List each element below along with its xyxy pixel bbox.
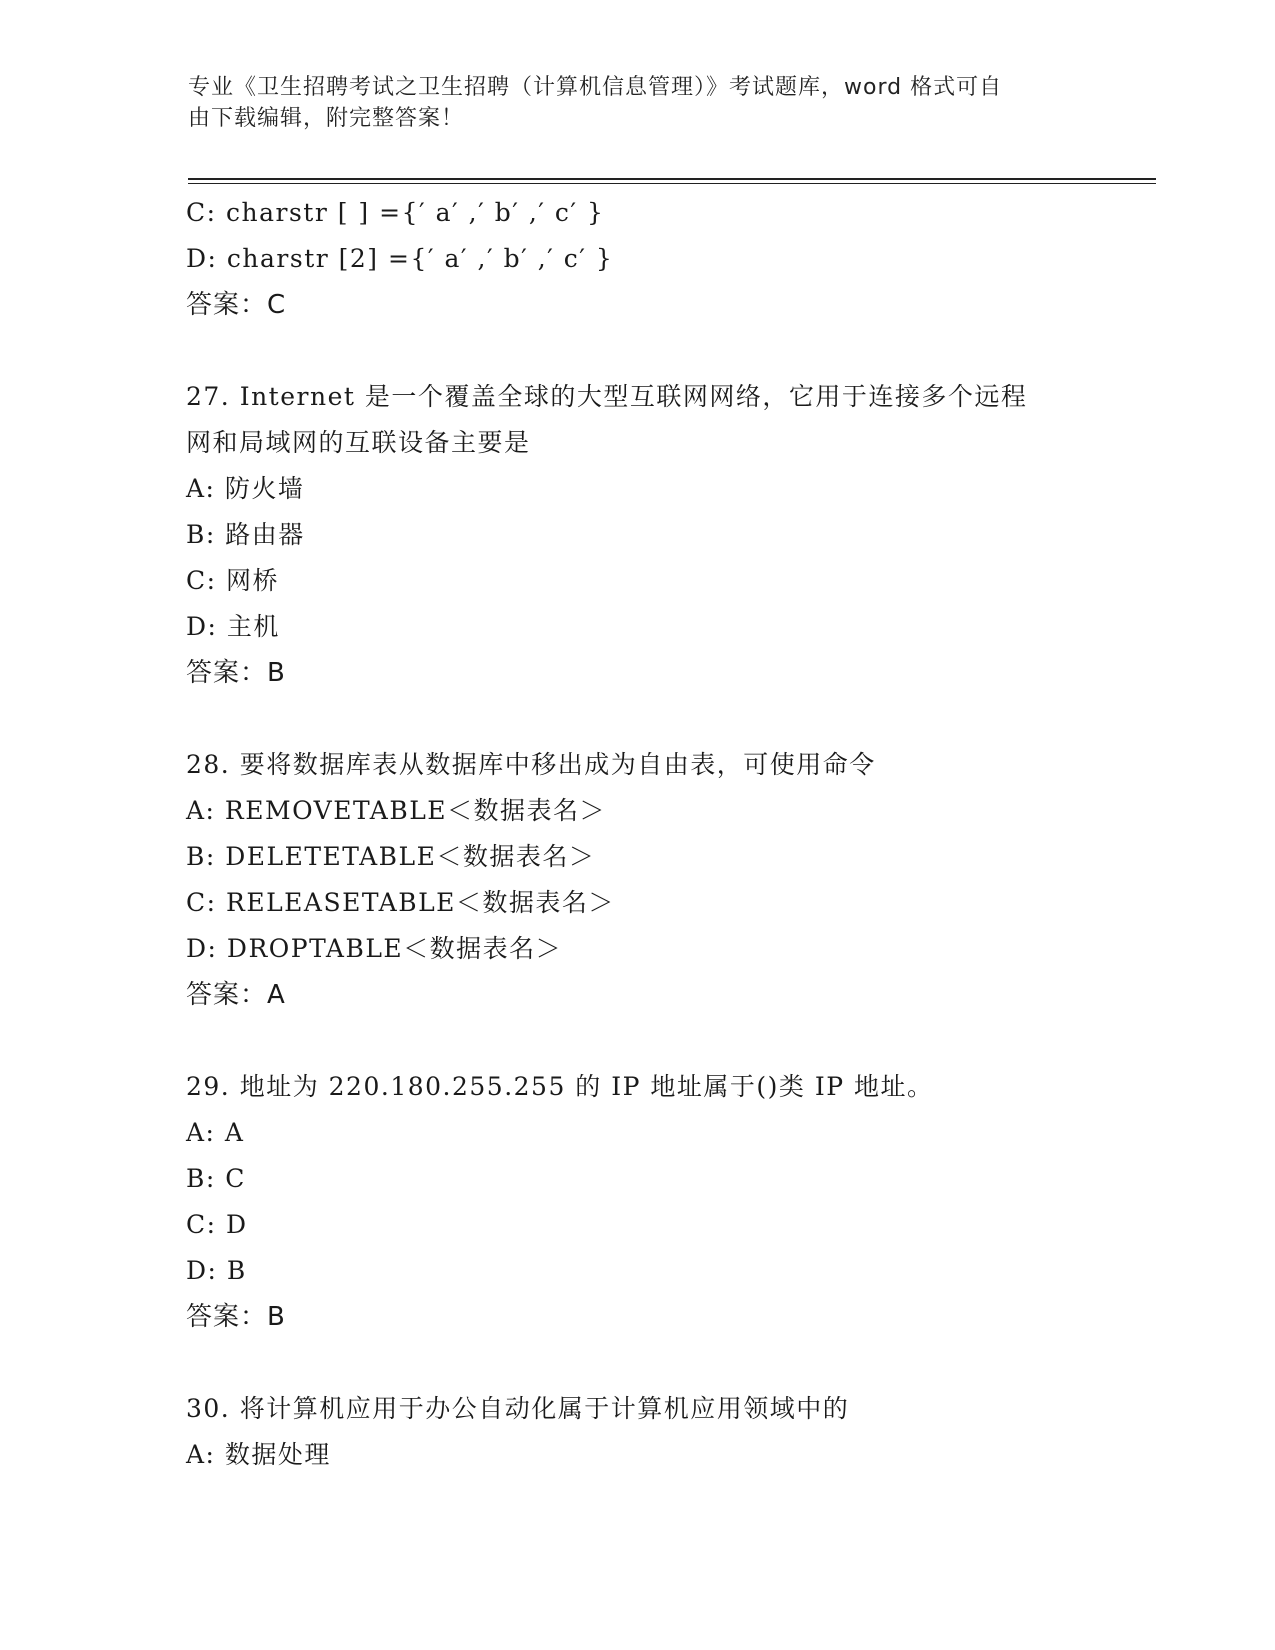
- option-a: A: 数据处理: [186, 1440, 331, 1469]
- option-c: C: 网桥: [186, 566, 279, 595]
- option-b: B: 路由器: [186, 520, 305, 549]
- option-c: C: RELEASETABLE＜数据表名＞: [186, 888, 615, 917]
- option-d: D: charstr [2] ={′ a′ ,′ b′ ,′ c′ }: [186, 244, 614, 273]
- option-d: D: B: [186, 1256, 247, 1285]
- document-header: [188, 72, 1088, 134]
- header-line-1: 专业《卫生招聘考试之卫生招聘（计算机信息管理）》考试题库，word 格式可自: [188, 75, 1003, 100]
- option-c: C: D: [186, 1210, 248, 1239]
- header-divider-thick: [188, 178, 1156, 180]
- spacer: [186, 1018, 1086, 1064]
- option-a: A: REMOVETABLE＜数据表名＞: [186, 796, 607, 825]
- answer: 答案：C: [186, 290, 287, 320]
- question-list: [186, 190, 1086, 1478]
- option-c: C: charstr [ ] ={′ a′ ,′ b′ ,′ c′ }: [186, 198, 605, 227]
- option-b: B: C: [186, 1164, 246, 1193]
- option-d: D: DROPTABLE＜数据表名＞: [186, 934, 563, 963]
- question-29: [186, 1064, 1086, 1340]
- answer: 答案：B: [186, 658, 286, 688]
- option-a: A: 防火墙: [186, 474, 305, 503]
- question-text: 27. Internet 是一个覆盖全球的大型互联网网络，它用于连接多个远程: [186, 382, 1028, 411]
- spacer: [186, 328, 1086, 374]
- question-text-continued: 网和局域网的互联设备主要是: [186, 428, 531, 457]
- option-a: A: A: [186, 1118, 245, 1147]
- question-30: [186, 1386, 1086, 1478]
- question-26-tail: [186, 190, 1086, 328]
- option-d: D: 主机: [186, 612, 280, 641]
- question-text: 28. 要将数据库表从数据库中移出成为自由表，可使用命令: [186, 750, 876, 779]
- question-text: 29. 地址为 220.180.255.255 的 IP 地址属于()类 IP 地址。: [186, 1072, 934, 1101]
- option-b: B: DELETETABLE＜数据表名＞: [186, 842, 596, 871]
- header-divider-thin: [188, 183, 1156, 184]
- spacer: [186, 696, 1086, 742]
- question-27: [186, 374, 1086, 696]
- spacer: [186, 1340, 1086, 1386]
- header-line-2: 由下载编辑，附完整答案！: [188, 106, 465, 131]
- answer: 答案：B: [186, 1302, 286, 1332]
- question-text: 30. 将计算机应用于办公自动化属于计算机应用领域中的: [186, 1394, 850, 1423]
- answer: 答案：A: [186, 980, 286, 1010]
- question-28: [186, 742, 1086, 1018]
